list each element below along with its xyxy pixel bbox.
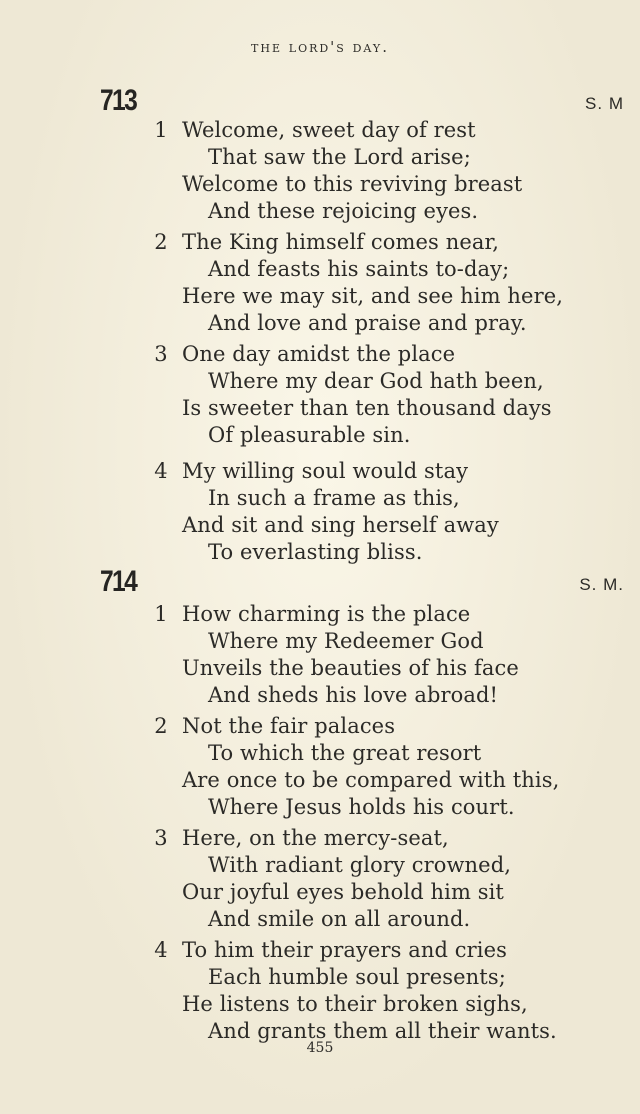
verse-line bbox=[0, 713, 640, 740]
stanza-number: 1 bbox=[154, 602, 168, 626]
line-text: And love and praise and pray. bbox=[208, 311, 527, 335]
line-text: Where Jesus holds his court. bbox=[208, 795, 515, 819]
verse-line bbox=[0, 937, 640, 964]
line-text: Our joyful eyes behold him sit bbox=[182, 880, 504, 904]
verse-line bbox=[0, 117, 640, 144]
stanza-number: 2 bbox=[154, 714, 168, 738]
verse-line bbox=[0, 682, 640, 709]
line-text: Is sweeter than ten thousand days bbox=[182, 396, 552, 420]
verse-line bbox=[0, 198, 640, 225]
verse-line bbox=[0, 655, 640, 682]
verse-line bbox=[0, 825, 640, 852]
hymn-number: 714 bbox=[100, 565, 137, 598]
line-text: And sheds his love abroad! bbox=[208, 683, 499, 707]
verse-line bbox=[0, 794, 640, 821]
verse-line bbox=[0, 879, 640, 906]
verse-line bbox=[0, 512, 640, 539]
verse-line bbox=[0, 767, 640, 794]
verse-line bbox=[0, 144, 640, 171]
line-text: My willing soul would stay bbox=[182, 459, 469, 483]
line-text: Of pleasurable sin. bbox=[208, 423, 411, 447]
line-text: He listens to their broken sighs, bbox=[182, 992, 528, 1016]
line-text: How charming is the place bbox=[182, 602, 471, 626]
line-text: Where my Redeemer God bbox=[208, 629, 484, 653]
line-text: And these rejoicing eyes. bbox=[208, 199, 479, 223]
stanza bbox=[0, 713, 640, 821]
page-number: 455 bbox=[306, 1040, 334, 1056]
line-text: To everlasting bliss. bbox=[208, 540, 423, 564]
line-text: One day amidst the place bbox=[182, 342, 456, 366]
stanza-number: 4 bbox=[154, 459, 168, 483]
line-text: To him their prayers and cries bbox=[182, 938, 508, 962]
line-text: And feasts his saints to-day; bbox=[208, 257, 510, 281]
stanza-number: 3 bbox=[154, 826, 168, 850]
hymn-header bbox=[0, 84, 640, 120]
line-text: Where my dear God hath been, bbox=[208, 369, 544, 393]
verse-line bbox=[0, 991, 640, 1018]
verse-line bbox=[0, 485, 640, 512]
verse-line bbox=[0, 341, 640, 368]
line-text: And smile on all around. bbox=[208, 907, 471, 931]
verse-line bbox=[0, 601, 640, 628]
verse-line bbox=[0, 740, 640, 767]
stanza-number: 3 bbox=[154, 342, 168, 366]
stanza bbox=[0, 229, 640, 337]
verse-line bbox=[0, 539, 640, 566]
line-text: With radiant glory crowned, bbox=[208, 853, 512, 877]
line-text: And grants them all their wants. bbox=[208, 1019, 557, 1043]
line-text: And sit and sing herself away bbox=[182, 513, 499, 537]
line-text: To which the great resort bbox=[208, 741, 482, 765]
stanza bbox=[0, 117, 640, 225]
verse-line bbox=[0, 628, 640, 655]
verse-line bbox=[0, 906, 640, 933]
stanza bbox=[0, 458, 640, 566]
line-text: The King himself comes near, bbox=[182, 230, 500, 254]
stanza-number: 4 bbox=[154, 938, 168, 962]
hymn-meter: S. M bbox=[585, 94, 624, 113]
verse-line bbox=[0, 256, 640, 283]
hymn-number: 713 bbox=[100, 84, 137, 117]
verse-line bbox=[0, 310, 640, 337]
verse-line bbox=[0, 395, 640, 422]
verse-line bbox=[0, 422, 640, 449]
stanza-number: 1 bbox=[154, 118, 168, 142]
verse-line bbox=[0, 283, 640, 310]
stanza bbox=[0, 601, 640, 709]
line-text: Welcome, sweet day of rest bbox=[182, 118, 476, 142]
hymn-meter: S. M. bbox=[579, 575, 624, 594]
hymn-header bbox=[0, 565, 640, 601]
verse-line bbox=[0, 458, 640, 485]
running-head: the lord's day. bbox=[251, 38, 389, 56]
verse-line bbox=[0, 852, 640, 879]
line-text: Are once to be compared with this, bbox=[182, 768, 560, 792]
stanza bbox=[0, 825, 640, 933]
line-text: In such a frame as this, bbox=[208, 486, 460, 510]
line-text: Here we may sit, and see him here, bbox=[182, 284, 564, 308]
stanza bbox=[0, 937, 640, 1045]
line-text: Here, on the mercy-seat, bbox=[182, 826, 449, 850]
stanza-number: 2 bbox=[154, 230, 168, 254]
verse-line bbox=[0, 964, 640, 991]
line-text: That saw the Lord arise; bbox=[208, 145, 471, 169]
stanza bbox=[0, 341, 640, 449]
line-text: Welcome to this reviving breast bbox=[182, 172, 523, 196]
verse-line bbox=[0, 368, 640, 395]
verse-line bbox=[0, 229, 640, 256]
line-text: Not the fair palaces bbox=[182, 714, 396, 738]
verse-line bbox=[0, 171, 640, 198]
line-text: Each humble soul presents; bbox=[208, 965, 506, 989]
line-text: Unveils the beauties of his face bbox=[182, 656, 519, 680]
